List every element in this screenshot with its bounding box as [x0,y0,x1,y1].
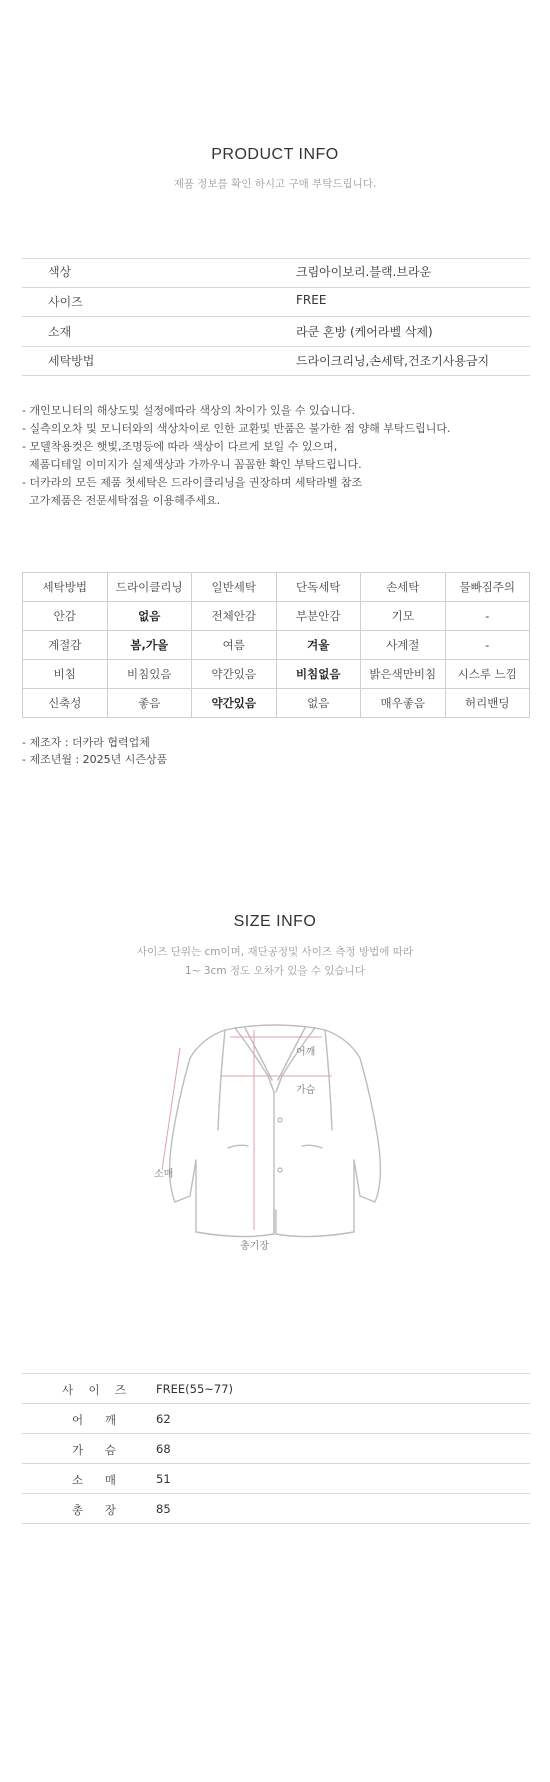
divider [22,375,530,376]
care-table-cell: 사계절 [361,631,446,660]
size-label-char: 소 [72,1473,84,1487]
care-table-cell: 봄,가을 [107,631,192,660]
size-row-label [72,1442,116,1458]
divider [22,1373,530,1374]
care-table-cell: 없음 [276,689,361,718]
divider [22,1463,530,1464]
size-row-value: 51 [156,1472,171,1486]
size-info-subtitle-2: 1~ 3cm 정도 오차가 있을 수 있습니다 [185,965,365,977]
size-label-char: 어 [72,1413,84,1427]
manufacture-date-text: - 제조년월 : 2025년 시즌상품 [22,753,168,766]
care-table-cell: 단독세탁 [276,573,361,602]
coat-button [278,1168,282,1172]
care-table-cell: 없음 [107,602,192,631]
notice-item: - 실측의오차 및 모니터와의 색상차이로 인한 교환및 반품은 불가한 점 양해 부탁드립니다. [22,422,451,435]
info-label-size: 사이즈 [48,295,83,309]
care-table-cell: 시스루 느낌 [445,660,530,689]
product-info-subtitle: 제품 정보를 확인 하시고 구매 부탁드립니다. [173,178,377,190]
notice-item: 제품디테일 이미지가 실제색상과 가까우니 꼼꼼한 확인 부탁드립니다. [22,458,362,471]
size-label-char: 깨 [104,1413,116,1427]
coat-right-pocket [302,1145,322,1148]
size-row-label [72,1502,116,1518]
shoulder-label: 어깨 [296,1047,316,1058]
care-table-cell: 기모 [361,602,446,631]
care-table-row [23,660,530,689]
care-table-cell: 물빠짐주의 [445,573,530,602]
size-row-value: FREE(55~77) [156,1382,234,1396]
chest-label: 가슴 [296,1085,316,1096]
manufacturer-text: - 제조자 : 더카라 협력업체 [22,736,150,749]
size-label-char: 장 [104,1503,116,1517]
care-table-cell: 비침있음 [107,660,192,689]
care-table-cell: 비침없음 [276,660,361,689]
care-table-cell: 밝은색만비침 [361,660,446,689]
sleeve-label: 소매 [154,1169,174,1180]
size-label-char: 사 [62,1383,74,1397]
coat-right-sleeve-seam [325,1030,332,1130]
info-label-material: 소재 [48,325,72,339]
care-table-cell: 여름 [192,631,277,660]
size-row-value: 62 [156,1412,171,1426]
notice-item: - 모델착용컷은 햇빛,조명등에 따라 색상이 다르게 보일 수 있으며, [22,440,338,453]
care-table-cell: 부분안감 [276,602,361,631]
length-label: 총기장 [240,1241,269,1250]
size-info-subtitle-1: 사이즈 단위는 cm이며, 재단공정및 사이즈 측정 방법에 따라 [137,946,413,958]
care-table-cell: - [445,631,530,660]
notice-item: 고가제품은 전문세탁점을 이용해주세요. [22,494,221,507]
care-table-cell: - [445,602,530,631]
care-table-cell: 허리밴딩 [445,689,530,718]
size-label-char: 매 [104,1473,116,1487]
divider [22,316,530,317]
notice-item: - 더카라의 모든 제품 첫세탁은 드라이클리닝을 권장하며 세탁라벨 참조 [22,476,363,489]
product-info-title: PRODUCT INFO [211,146,339,163]
divider [22,258,530,259]
care-table-row [23,573,530,602]
info-value-size: FREE [296,293,327,307]
care-table-cell: 일반세탁 [192,573,277,602]
divider [22,1493,530,1494]
garment-size-diagram [150,1020,400,1250]
divider [22,346,530,347]
info-label-washing: 세탁방법 [48,354,95,368]
care-table-cell: 매우좋음 [361,689,446,718]
divider [22,1523,530,1524]
size-label-char: 슴 [104,1443,116,1457]
care-table-row-header: 안감 [23,602,108,631]
divider [22,1403,530,1404]
care-table-row-header: 비침 [23,660,108,689]
care-table-cell: 드라이클리닝 [107,573,192,602]
info-value-washing: 드라이크리닝,손세탁,건조기사용금지 [296,354,490,368]
coat-right-lapel [276,1028,315,1092]
care-table [22,572,530,718]
care-table-row-header: 세탁방법 [23,573,108,602]
care-table-row [23,689,530,718]
size-row-value: 68 [156,1442,171,1456]
care-table-cell: 겨울 [276,631,361,660]
coat-button [278,1118,282,1122]
care-table-cell: 좋음 [107,689,192,718]
info-label-color: 색상 [48,265,72,279]
coat-collar [235,1025,315,1028]
care-table-row [23,631,530,660]
notice-item: - 개인모니터의 해상도및 설정에따라 색상의 차이가 있을 수 있습니다. [22,404,355,417]
divider [22,1433,530,1434]
coat-left-lapel-inner [245,1028,272,1080]
care-table-cell: 손세탁 [361,573,446,602]
size-row-label [72,1412,116,1428]
info-value-material: 라쿤 혼방 (케어라벨 삭제) [296,325,433,339]
coat-left-sleeve-seam [218,1030,225,1130]
care-table-row [23,602,530,631]
size-row-label [62,1382,126,1398]
maker-info [22,734,167,768]
care-table-cell: 약간있음 [192,689,277,718]
size-label-char: 즈 [114,1383,126,1397]
info-value-color: 크림아이보리.블랙.브라운 [296,265,432,279]
divider [22,287,530,288]
size-label-char: 가 [72,1443,84,1457]
notice-list [22,402,532,510]
size-row-label [72,1472,116,1488]
size-label-char: 총 [72,1503,84,1517]
care-table-cell: 약간있음 [192,660,277,689]
care-table-row-header: 신축성 [23,689,108,718]
size-row-value: 85 [156,1502,171,1516]
coat-left-pocket [228,1145,248,1148]
size-info-title: SIZE INFO [233,913,317,930]
care-table-row-header: 계절감 [23,631,108,660]
size-label-char: 이 [88,1383,100,1397]
care-table-cell: 전체안감 [192,602,277,631]
